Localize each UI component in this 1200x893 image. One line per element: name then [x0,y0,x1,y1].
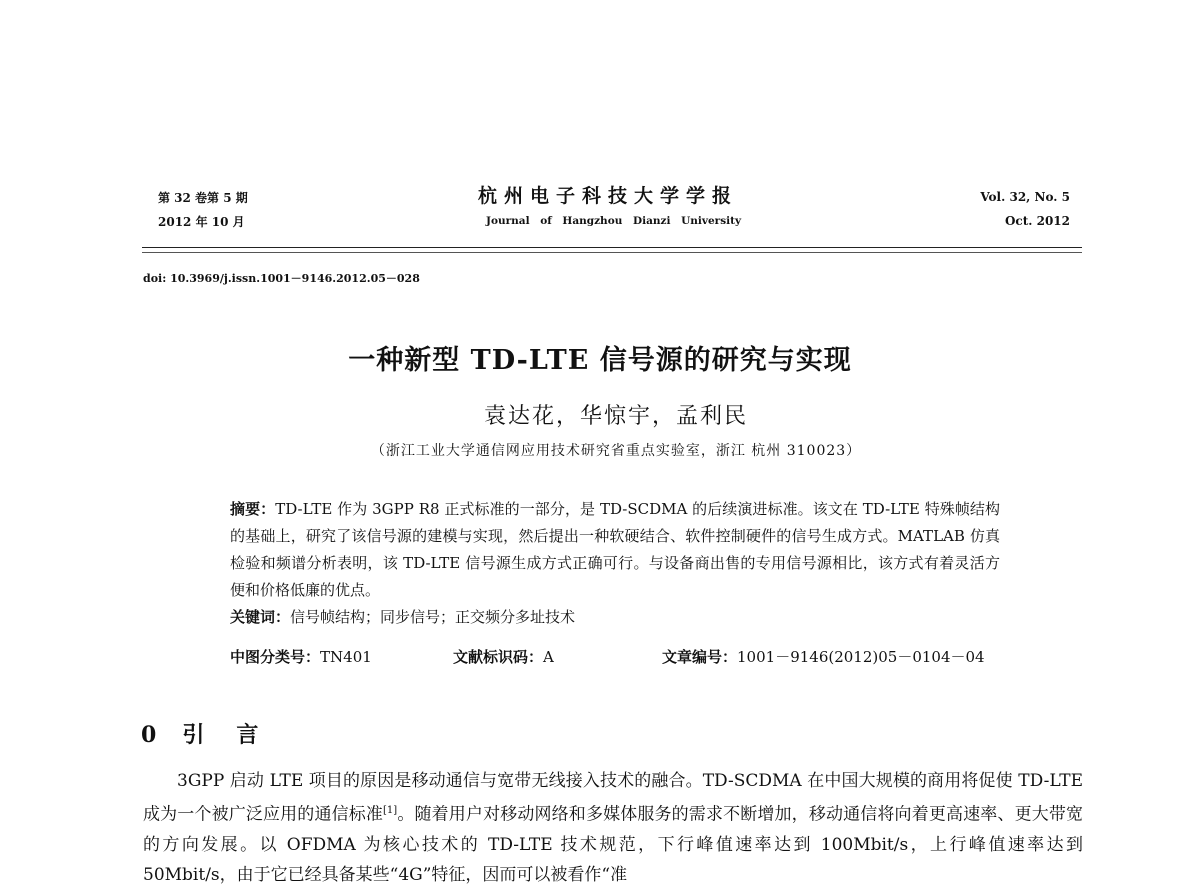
journal-title-cn: 杭州电子科技大学学报 [478,185,739,207]
article-number-label: 文章编号： [662,648,738,666]
document-code-value: A [543,648,554,666]
body-text-b: 。随着用户对移动网络和多媒体服务的需求不断增加，移动通信将向着更高速率、更大带宽的方向发展。以 OFDMA 为核心技术的 TD-LTE 技术规范，下行峰值速率达到 100Mbit/s，上行峰值速率达到 50Mbit/s，由于它已经具备某些“4G”特征，因而可以被看作“准 [143,804,1083,885]
section-heading [141,718,260,749]
volume-en: Vol. 32, No. 5 [980,190,1070,204]
keywords-text: 信号帧结构；同步信号；正交频分多址技术 [290,608,576,626]
article-number [662,646,985,667]
header-rule-thin [142,252,1082,253]
section-number: 0 [141,722,159,748]
section-title-char-1: 引 [182,722,207,748]
article-number-value: 1001－9146(2012)05－0104－04 [737,648,985,666]
clc-number [230,646,372,667]
doi-line: doi: 10.3969/j.issn.1001－9146.2012.05－028 [143,272,420,285]
header-rule-thick [142,247,1082,248]
abstract-text: TD-LTE 作为 3GPP R8 正式标准的一部分，是 TD-SCDMA 的后续演进标准。该文在 TD-LTE 特殊帧结构的基础上，研究了该信号源的建模与实现，然后提出一种软硬结合、软件控制硬件的信号生成方式。MATLAB 仿真检验和频谱分析表明，该 TD-LTE 信号源生成方式正确可行。与设备商出售的专用信号源相比，该方式有着灵活方便和价格低廉的优点。 [230,500,1000,599]
volume-issue: 第 32 卷第 5 期 [158,191,248,205]
body-paragraph [143,766,1083,890]
issue-date-en: Oct. 2012 [1004,214,1070,228]
paper-affiliation: （浙江工业大学通信网应用技术研究省重点实验室，浙江 杭州 310023） [370,443,862,459]
abstract-label: 摘要： [230,500,276,518]
section-title-char-2: 言 [236,722,261,748]
journal-title-en: Journal of Hangzhou Dianzi University [486,215,742,227]
keywords-label: 关键词： [230,608,291,626]
issue-date-cn: 2012 年 10 月 [158,215,245,229]
paper-title: 一种新型 TD-LTE 信号源的研究与实现 [348,345,852,376]
paper-authors: 袁达花，华惊宇，孟利民 [483,404,748,429]
clc-value: TN401 [320,648,372,666]
document-code-label: 文献标识码： [453,648,544,666]
document-code [453,646,554,667]
body-text-a: 3GPP 启动 LTE 项目的原因是移动通信与宽带无线接入技术的融合。TD-SCDMA 在中国大规模的商用将促使 TD-LTE 成为一个被广泛应用的通信标准 [143,771,1083,825]
citation-ref: [1] [383,805,398,816]
clc-label: 中图分类号： [230,648,321,666]
abstract [230,496,1000,631]
